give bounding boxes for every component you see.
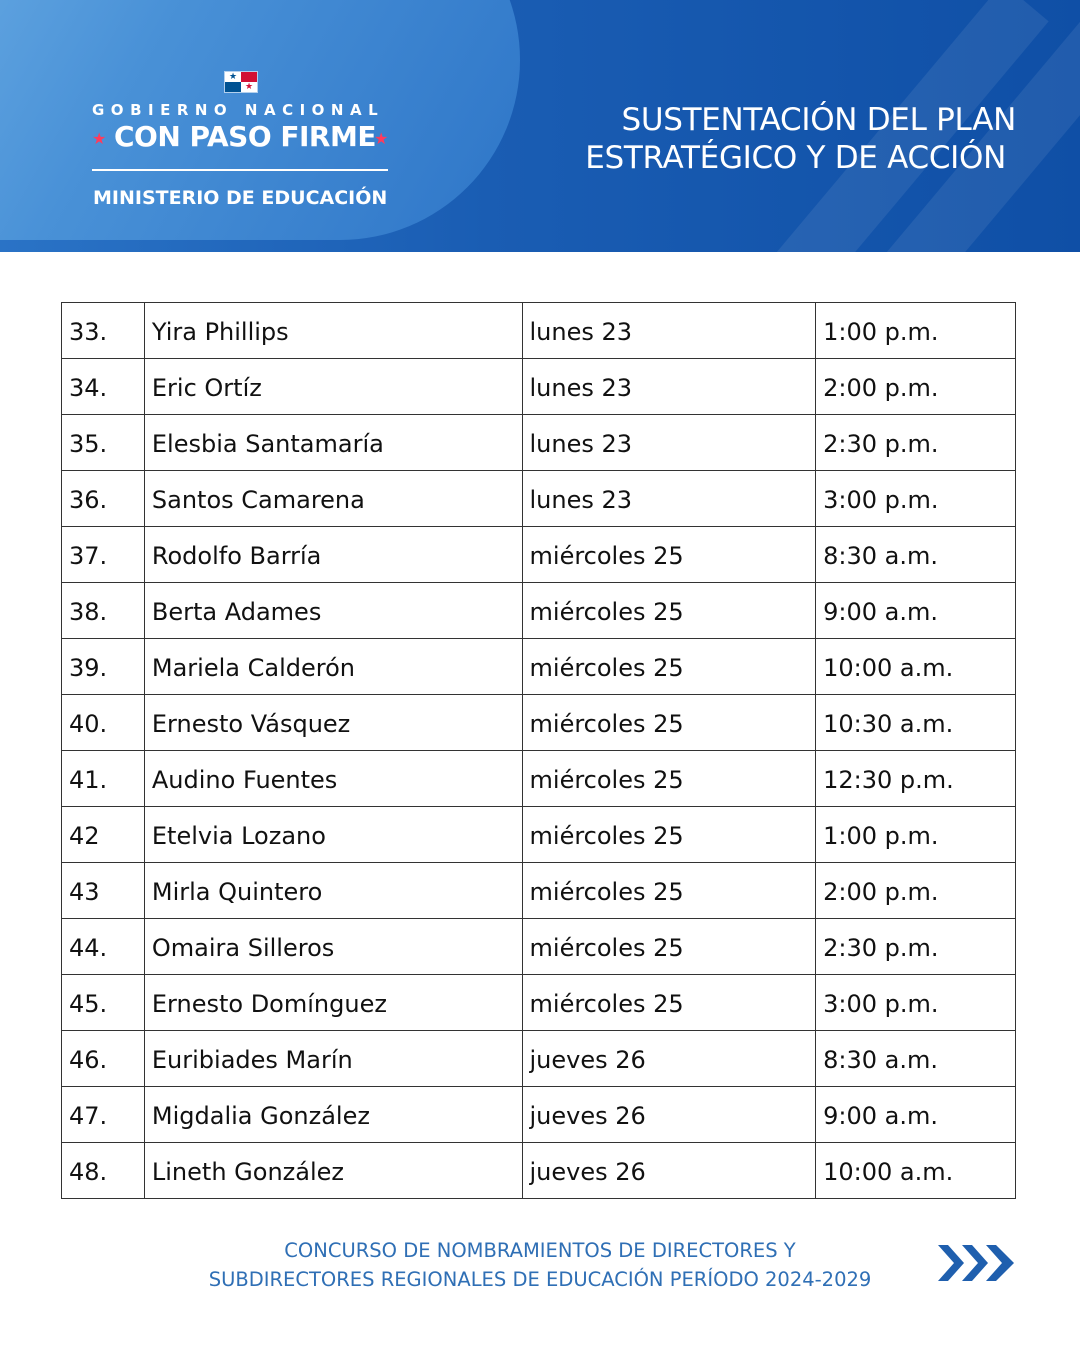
person-name: Audino Fuentes: [144, 751, 522, 807]
row-number: 33.: [62, 303, 145, 359]
org-line2: CON PASO FIRME: [114, 120, 376, 153]
schedule-time: 2:30 p.m.: [816, 415, 1016, 471]
row-number: 34.: [62, 359, 145, 415]
table-row: [62, 695, 1016, 751]
person-name: Omaira Silleros: [144, 919, 522, 975]
schedule-day: jueves 26: [522, 1143, 816, 1199]
person-name: Mariela Calderón: [144, 639, 522, 695]
person-name: Migdalia González: [144, 1087, 522, 1143]
footer-caption: [180, 1236, 900, 1294]
person-name: Eric Ortíz: [144, 359, 522, 415]
schedule-day: lunes 23: [522, 359, 816, 415]
schedule-day: miércoles 25: [522, 527, 816, 583]
schedule-day: lunes 23: [522, 471, 816, 527]
table-row: [62, 639, 1016, 695]
row-number: 42: [62, 807, 145, 863]
person-name: Mirla Quintero: [144, 863, 522, 919]
schedule-day: miércoles 25: [522, 695, 816, 751]
star-icon: ★: [374, 131, 389, 148]
table-row: [62, 359, 1016, 415]
title-line2: ESTRATÉGICO Y DE ACCIÓN: [585, 140, 1006, 176]
row-number: 36.: [62, 471, 145, 527]
schedule-day: jueves 26: [522, 1031, 816, 1087]
schedule-time: 1:00 p.m.: [816, 807, 1016, 863]
row-number: 47.: [62, 1087, 145, 1143]
table-row: [62, 471, 1016, 527]
person-name: Yira Phillips: [144, 303, 522, 359]
person-name: Lineth González: [144, 1143, 522, 1199]
table-row: [62, 1143, 1016, 1199]
row-number: 46.: [62, 1031, 145, 1087]
schedule-time: 3:00 p.m.: [816, 975, 1016, 1031]
row-number: 48.: [62, 1143, 145, 1199]
schedule-day: lunes 23: [522, 303, 816, 359]
table-row: [62, 1087, 1016, 1143]
header-banner: [0, 0, 1080, 252]
person-name: Rodolfo Barría: [144, 527, 522, 583]
row-number: 44.: [62, 919, 145, 975]
footer-line2: SUBDIRECTORES REGIONALES DE EDUCACIÓN PERÍODO 2024-2029: [208, 1268, 872, 1291]
org-line2-row: [92, 120, 392, 156]
table-row: [62, 863, 1016, 919]
org-line1: GOBIERNO NACIONAL: [92, 101, 385, 119]
schedule-time: 2:00 p.m.: [816, 359, 1016, 415]
table-row: [62, 303, 1016, 359]
schedule-time: 12:30 p.m.: [816, 751, 1016, 807]
schedule-time: 9:00 a.m.: [816, 1087, 1016, 1143]
table-row: [62, 975, 1016, 1031]
schedule-time: 1:00 p.m.: [816, 303, 1016, 359]
schedule-day: miércoles 25: [522, 751, 816, 807]
logo-divider: [92, 169, 388, 171]
schedule-day: miércoles 25: [522, 919, 816, 975]
schedule-time: 2:00 p.m.: [816, 863, 1016, 919]
schedule-day: lunes 23: [522, 415, 816, 471]
table-row: [62, 807, 1016, 863]
schedule-day: miércoles 25: [522, 639, 816, 695]
row-number: 35.: [62, 415, 145, 471]
person-name: Euribiades Marín: [144, 1031, 522, 1087]
schedule-day: miércoles 25: [522, 975, 816, 1031]
table-row: [62, 751, 1016, 807]
schedule-day: miércoles 25: [522, 807, 816, 863]
person-name: Santos Camarena: [144, 471, 522, 527]
table-row: [62, 1031, 1016, 1087]
schedule-time: 10:30 a.m.: [816, 695, 1016, 751]
panama-flag-icon: ★ ★: [224, 71, 258, 93]
page-title: [556, 101, 1016, 177]
schedule-day: jueves 26: [522, 1087, 816, 1143]
footer-line1: CONCURSO DE NOMBRAMIENTOS DE DIRECTORES Y: [284, 1239, 796, 1262]
schedule-time: 3:00 p.m.: [816, 471, 1016, 527]
schedule-time: 10:00 a.m.: [816, 1143, 1016, 1199]
table-row: [62, 919, 1016, 975]
schedule-time: 2:30 p.m.: [816, 919, 1016, 975]
schedule-time: 10:00 a.m.: [816, 639, 1016, 695]
person-name: Berta Adames: [144, 583, 522, 639]
ministry-name: MINISTERIO DE EDUCACIÓN: [93, 187, 388, 209]
schedule-time: 8:30 a.m.: [816, 1031, 1016, 1087]
person-name: Elesbia Santamaría: [144, 415, 522, 471]
row-number: 43: [62, 863, 145, 919]
star-icon: ★: [92, 131, 107, 148]
person-name: Ernesto Domínguez: [144, 975, 522, 1031]
schedule-time: 8:30 a.m.: [816, 527, 1016, 583]
triple-chevron-right-icon[interactable]: [936, 1241, 1018, 1285]
schedule-day: miércoles 25: [522, 583, 816, 639]
row-number: 37.: [62, 527, 145, 583]
schedule-day: miércoles 25: [522, 863, 816, 919]
row-number: 38.: [62, 583, 145, 639]
person-name: Etelvia Lozano: [144, 807, 522, 863]
row-number: 45.: [62, 975, 145, 1031]
row-number: 40.: [62, 695, 145, 751]
table-row: [62, 583, 1016, 639]
row-number: 39.: [62, 639, 145, 695]
row-number: 41.: [62, 751, 145, 807]
schedule-time: 9:00 a.m.: [816, 583, 1016, 639]
table-row: [62, 415, 1016, 471]
schedule-table: [61, 302, 1016, 1199]
person-name: Ernesto Vásquez: [144, 695, 522, 751]
title-line1: SUSTENTACIÓN DEL PLAN: [621, 102, 1016, 138]
table-row: [62, 527, 1016, 583]
